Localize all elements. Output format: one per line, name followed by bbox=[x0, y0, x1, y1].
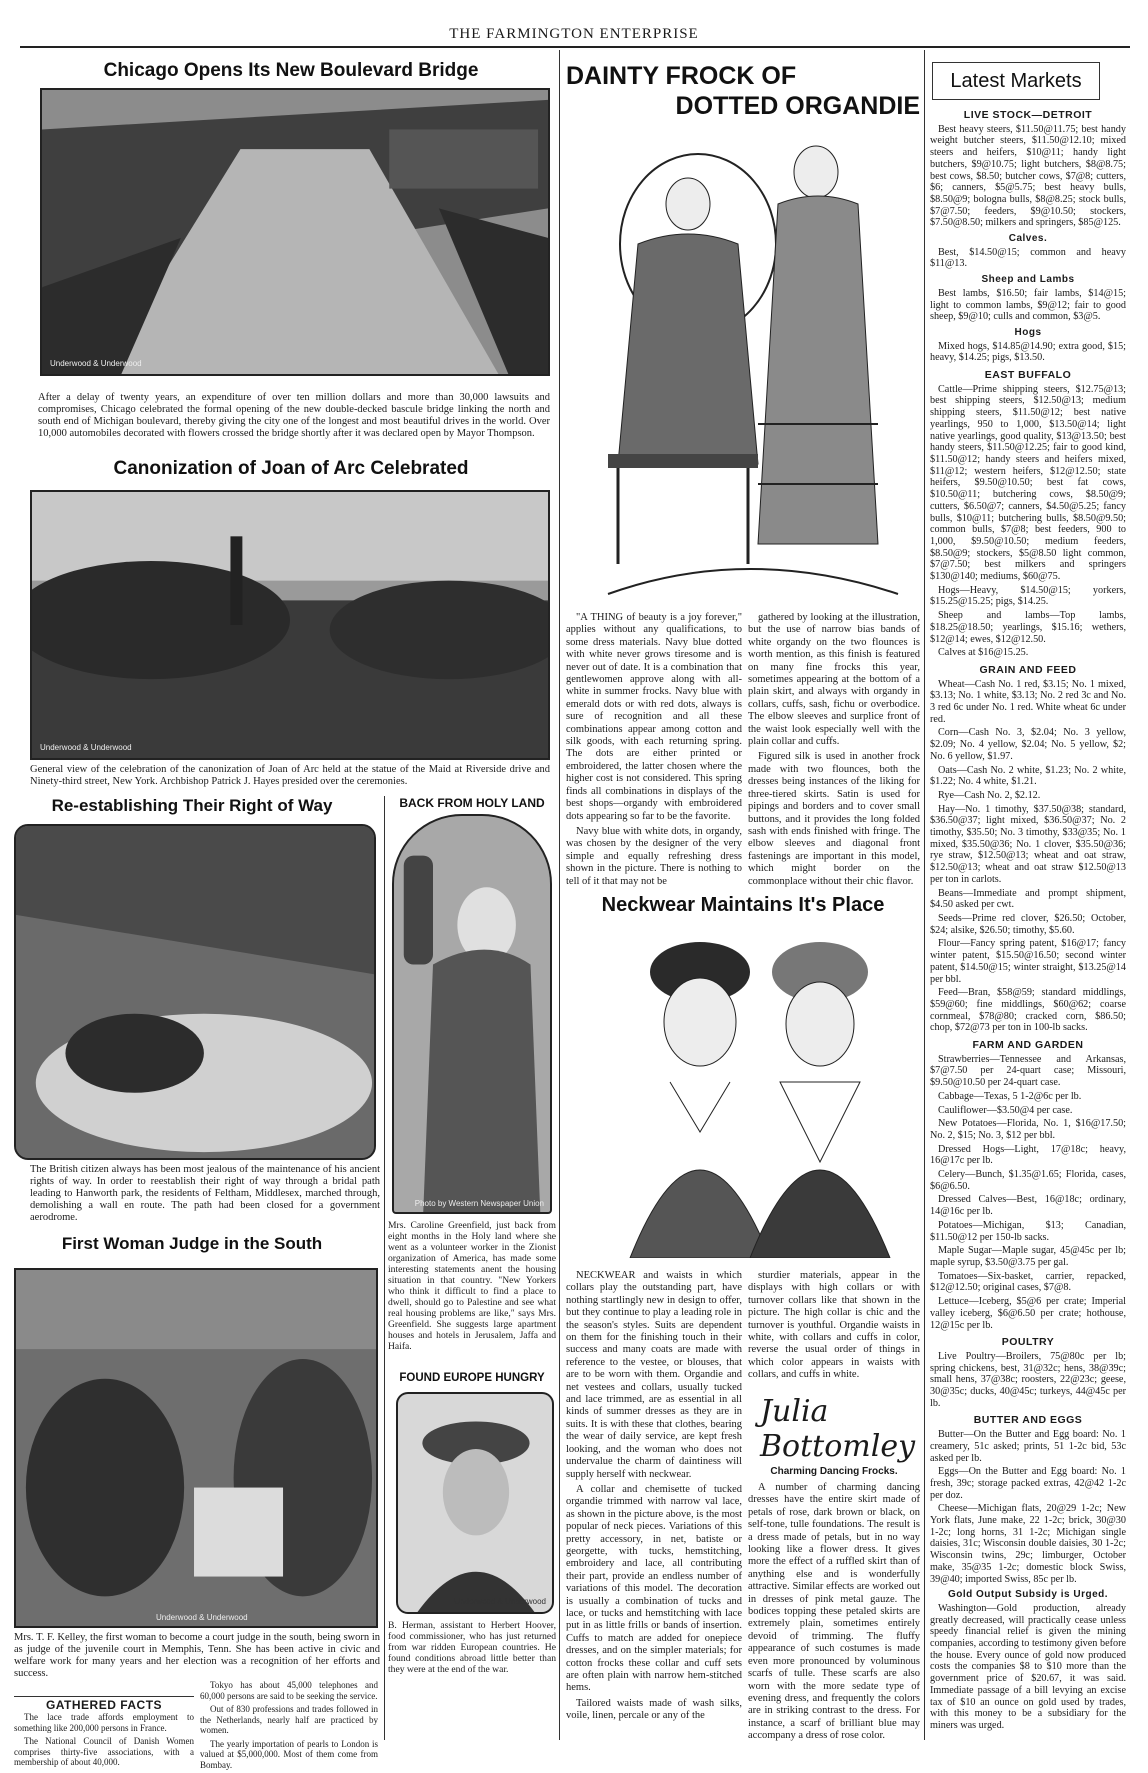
market-subsection-title: Calves. bbox=[1008, 233, 1048, 245]
joan-celebration-photo bbox=[30, 490, 550, 760]
market-quote: Hay—No. 1 timothy, $37.50@38; standard, $36.50@37; light mixed, $36.50@37; No. 2 timothy, $35.50; No. 3 timothy, $33@35; No. 1 mixed, $35.50@36; No. 1 clover, $35.50@36; rye straw, $12.50@13; wheat and oat straw, $12.50@13; wheat and oat straw $12.50@13 per ton in carlots. bbox=[930, 803, 1126, 885]
signature: Julia Bottomley bbox=[760, 1394, 916, 1464]
chicago-bridge-photo bbox=[40, 88, 550, 376]
market-quote: Live Poultry—Broilers, 75@80c per lb; spring chickens, best, 31@32c; hens, 38@39c; small hens, 37@38c; roosters, 22@23c; geese, 30@35c; ducks, 40@45c; turkeys, 44@45c per lb. bbox=[930, 1350, 1126, 1409]
frock-paragraph: Figured silk is used in another frock made with two flounces, both the dresses being instances of the liking for three-tiered skirts. Satin is used for pipings and borders and to cover small buttons, and it provides the long folded sash with ends finished with fringe. The elbow sleeves and diagonal front fastenings are important in this model, which might border on the commonplace without their chic flavor. bbox=[748, 751, 920, 887]
market-quote: Dressed Calves—Best, 16@18c; ordinary, 14@16c per lb. bbox=[930, 1194, 1126, 1218]
neckwear-paragraph: Tailored waists made of wash silks, voile, linen, percale or any of the bbox=[566, 1697, 742, 1722]
market-quote: Beans—Immediate and prompt shipment, $4.50 asked per cwt. bbox=[930, 887, 1126, 911]
market-section-title: GRAIN AND FEED bbox=[979, 663, 1077, 676]
fact-item: Tokyo has about 45,000 telephones and 60,000 persons are said to be seeking the service. bbox=[200, 1680, 378, 1701]
market-subsection-title: Hogs bbox=[1014, 326, 1042, 338]
markets-headline: Latest Markets bbox=[932, 62, 1100, 100]
column-rule bbox=[559, 50, 560, 1740]
market-quote: Lettuce—Iceberg, $5@6 per crate; Imperial valley iceberg, $6@6.50 per crate; hothouse, 12@15c per lb. bbox=[930, 1296, 1126, 1331]
market-section-title: EAST BUFFALO bbox=[984, 369, 1072, 382]
market-quote: Cattle—Prime shipping steers, $12.75@13; best shipping steers, $12.50@13; medium shipping steers, $11.50@12; best native yearlings, 950 to 1,000, $13.50@14; light native yearlings, good quality, $13@13.50; best handy steers, $11.50@12.25; fair to good kind, $11.50@12; handy steers and heifers mixed, $11@12; western heifers, $12@12.50; state heifers, $9.50@10.50; best fat cows, $10.50@11; butchering cows, $8.50@9; cutters, $6.50@7; canners, $4.50@5.25; fancy bulls, $10@11; butchering bulls, $8.50@9.50; common bulls, $7@8; best feeders, 900 to 1,000, $9.50@10.50; medium feeders, $8.50@9; stockers, $5@8.50 light common, $7@7.50; best milkers and springers $130@140; mediums, $60@75. bbox=[930, 383, 1126, 583]
judge-caption: Mrs. T. F. Kelley, the first woman to become a court judge in the south, being sworn in as judge of the juvenile court in Memphis, Tenn. She has been active in civic and welfare work for many years and her election was a recognition of her efforts and success. bbox=[14, 1632, 380, 1679]
market-quote: Cabbage—Texas, 5 1-2@6c per lb. bbox=[938, 1090, 1082, 1102]
market-quote: Celery—Bunch, $1.35@1.65; Florida, cases, $6@6.50. bbox=[930, 1169, 1126, 1192]
joan-caption: General view of the celebration of the canonization of Joan of Arc held at the statue of the Maid at Riverside drive and Ninety-third street, New York. Archbishop Patrick J. Hayes presided over the ceremonies. bbox=[30, 764, 550, 787]
market-quote: Eggs—On the Butter and Egg board: No. 1 fresh, 39c; storage packed extras, 42@42 1-2c per doz. bbox=[930, 1466, 1126, 1501]
reestablish-caption: The British citizen always has been most jealous of the maintenance of his ancient rights of way. In order to reestablish their right of way through a bridal path leading to Hanworth park, the residents of Feltham, Middlesex, marched through, demolishing a wall en route. The path had been closed for a government aerodrome. bbox=[30, 1164, 380, 1223]
holyland-caption: Mrs. Caroline Greenfield, just back from eight months in the Holy land where she went as a volunteer worker in the Zionist organization of America, has made some interesting statements anent the housing situation in that country. "New Yorkers who think it difficult to find a place to dwell, should go to Palestine and see what real housing problems are like," says Mrs. Greenfield. She suggests large apartment houses and hotels in Jerusalem, Jaffa and Haifa. bbox=[388, 1220, 556, 1352]
frock-illustration bbox=[578, 124, 918, 604]
market-quote: Washington—Gold production, already greatly decreased, will practically cease unless speedy financial relief is given the mining companies, according to testimony given before the house. Every ounce of gold now produced costs the companies $8 to $10 more than the government price of $20.67, it was said. Immediate passage of a bill levying an excise tax of $10 an ounce on gold used by trades, with this money to be a subsidiary for the miners was urged. bbox=[930, 1602, 1126, 1731]
market-quote: Hogs—Heavy, $14.50@15; yorkers, $15.25@15.25; pigs, $14.25. bbox=[930, 584, 1126, 608]
market-quote: Cheese—Michigan flats, 20@29 1-2c; New York flats, June make, 22 1-2c; brick, 30@30 1-2c; long horns, 31 1-2c; Michigan single daisies, 31c; Wisconsin double daisies, 30 1-2c; Wisconsin twins, 29c; limburger, October make, 35@35 1-2c; domestic block Swiss, 39@40; imported Swiss, 85c per lb. bbox=[930, 1503, 1126, 1585]
market-quote: Flour—Fancy spring patent, $16@17; fancy winter patent, $15.50@16.50; second winter patent, $14.50@15; winter straight, $13.25@14 per bbl. bbox=[930, 938, 1126, 985]
dance-text bbox=[748, 1482, 920, 1746]
judge-photo-credit: Underwood & Underwood bbox=[156, 1613, 248, 1622]
market-section-title: LIVE STOCK—DETROIT bbox=[963, 109, 1093, 121]
market-quote: Butter—On the Butter and Egg board: No. 1 creamery, 51c asked; prints, 51 1-2c bid, 53c asked per lb. bbox=[930, 1429, 1126, 1464]
masthead-rule bbox=[20, 46, 1130, 48]
fact-item: The lace trade affords employment to something like 200,000 persons in France. bbox=[14, 1712, 194, 1733]
market-quote: Best heavy steers, $11.50@11.75; best handy weight butcher steers, $11.50@12.10; mixed steers and heifers, $10@11; handy light butchers, $9@10.75; light butchers, $8@8.75; best cows, $8.50; butcher cows, $7@8; cutters, $6; canners, $5@5.75; best heavy bulls, $8.50@9; bologna bulls, $8@8.25; stock bulls, $7@7.50; feeders, $9@10.50; stockers, $7.50@8.50; milkers and springers, $85@125. bbox=[930, 123, 1126, 229]
market-quote: Oats—Cash No. 2 white, $1.23; No. 2 white, $1.22; No. 4 white, $1.21. bbox=[930, 764, 1126, 788]
market-quote: Dressed Hogs—Light, 17@18c; heavy, 16@17c per lb. bbox=[930, 1143, 1126, 1167]
neckwear-paragraph: NECKWEAR and waists in which collars play the outstanding part, have nothing startlingly new in design to offer, but they continue to play a leading role in the season's styles. Suits are dependent on them for the finishing touch in their success and many coats are made with reference to the vestee, or blouses, that are to be worn with them. Organdie and net vestees and collars, usually tucked and lace trimmed, are as essential in all kinds of summer dresses as they are in suits. It is with these that clothes, bearing the wear of daily service, are kept fresh looking, and the woman who does not undervalue the charm of daintiness will supply herself with neckwear. bbox=[566, 1270, 742, 1480]
frock-paragraph: "A THING of beauty is a joy forever," applies without any qualifications, to some dress materials. Navy blue dotted with white never grows tiresome and is never out of date. It is a combination that gentlewomen approve along with all-white in summer frocks. Navy blue with emerald dots or with red dots, always is sure of recognition and all these combinations appear among cotton and silk goods, with each returning spring. The dots are either printed or embroidered, the latter chosen where the higher cost is not considered. This spring finds all combinations in displays of the best shops—organdy with embroidered dots appearing so far to be the favorite. bbox=[566, 612, 742, 822]
neckwear-paragraph: A collar and chemisette of tucked organdie trimmed with narrow val lace, as shown in the picture above, is the most popular of neck pieces. Variations of this pretty accessory, in net, batiste or georgette, with tucks, hemstitching, embroidery and lace, all contributing their part, provide an endless number of variations of this model. The decoration is usually a combination of tucks and lace, or tucks and hemstitching with lace put in as little frills or bands of insertion. Cuffs to match are added for onepiece dresses, and on the simpler materials; for cotton frocks these collar and cuff sets are often plain with narrow hem-stitched hems. bbox=[566, 1483, 742, 1694]
market-quote: Rye—Cash No. 2, $2.12. bbox=[938, 789, 1041, 801]
chicago-headline: Chicago Opens Its New Boulevard Bridge bbox=[103, 60, 479, 81]
chicago-caption: After a delay of twenty years, an expenditure of over ten million dollars and more than 30,000 lawsuits and compromises, Chicago celebrated the formal opening of the new double-decked bascule bridge linking the north and south end of Michigan boulevard, thereby giving the city one of the longest and most beautiful drives in the world. Over 10,000 automobiles decorated with flowers crossed the bridge shortly after it was declared open by Mayor Thompson. bbox=[38, 392, 550, 439]
market-subsection-title: Gold Output Subsidy is Urged. bbox=[947, 1589, 1109, 1601]
masthead: THE FARMINGTON ENTERPRISE bbox=[449, 26, 699, 42]
market-quote: Feed—Bran, $58@59; standard middlings, $59@60; fine middlings, $60@62; coarse cornmeal, $78@80; cracked corn, $86.50; chop, $72@73 per ton in 100-lb sacks. bbox=[930, 987, 1126, 1034]
holyland-photo-credit: Photo by Western Newspaper Union bbox=[414, 1199, 544, 1208]
facts-col1 bbox=[14, 1712, 194, 1771]
woman-judge-photo bbox=[14, 1268, 378, 1628]
market-section-title: BUTTER AND EGGS bbox=[973, 1414, 1083, 1427]
neckwear-col2 bbox=[748, 1270, 920, 1385]
market-quote: Sheep and lambs—Top lambs, $18.25@18.50; yearlings, $15.16; wethers, $12@14; ewes, $12@12.50. bbox=[930, 610, 1126, 645]
right-of-way-photo bbox=[14, 824, 376, 1160]
judge-headline: First Woman Judge in the South bbox=[61, 1234, 323, 1253]
neckwear-paragraph: sturdier materials, appear in the displays with high collars or with turnover collars like that shown in the picture. The high collar is chic and the turnover is youthful. Organdie waists in white, with collars and cuffs in color, reverse the usual order of things in which color appears in waists with collars, and cuffs in white. bbox=[748, 1270, 920, 1381]
market-section-title: FARM AND GARDEN bbox=[972, 1039, 1084, 1052]
market-quote: Corn—Cash No. 3, $2.04; No. 3 yellow, $2.09; No. 4 yellow, $2.04; No. 5 yellow, $2; No. 6 yellow, $1.97. bbox=[930, 727, 1126, 762]
market-quote: Maple Sugar—Maple sugar, 45@45c per lb; maple syrup, $3.50@3.75 per gal. bbox=[930, 1245, 1126, 1268]
joan-headline: Canonization of Joan of Arc Celebrated bbox=[113, 458, 469, 479]
neckwear-illustration bbox=[620, 932, 900, 1258]
dance-paragraph: A number of charming dancing dresses have the entire skirt made of petals of rose, dark brown or black, on self-tone, tulle foundations. The result is a dress made of petals, but in no way looking like a flower dress. It gives more the effect of a ruffled skirt than of anything else and is wonderfully attractive. Similar effects are worked out in dresses of pink metal gauze. The bodices topping these petaled skirts are extremely plain, sometimes entirely devoid of trimming. The fluffy appearance of such costumes is made even more pronounced by voluminous scarfs of tulle. These scarfs are also worn with the more sedate type of evening dress, and frequently the colors are in striking contrast to the dress. For instance, a scarf of brilliant blue may accompany a dress of rose color. bbox=[748, 1482, 920, 1742]
market-quote: Potatoes—Michigan, $13; Canadian, $11.50@12 per 150-lb sacks. bbox=[930, 1219, 1126, 1243]
fact-item: The yearly importation of pearls to London is valued at $5,000,000. Most of them come from Bombay. bbox=[200, 1738, 378, 1770]
facts-col2 bbox=[200, 1680, 378, 1773]
column-rule bbox=[924, 50, 925, 1740]
column-rule bbox=[384, 796, 385, 1740]
market-section-title: POULTRY bbox=[1001, 1336, 1055, 1349]
neckwear-headline: Neckwear Maintains It's Place bbox=[601, 894, 885, 916]
herman-portrait-photo bbox=[396, 1392, 554, 1614]
holyland-headline: BACK FROM HOLY LAND bbox=[399, 796, 545, 810]
market-quote: Cauliflower—$3.50@4 per case. bbox=[938, 1104, 1073, 1116]
europe-caption: B. Herman, assistant to Herbert Hoover, food commissioner, who has just returned from war ridden European countries. He found conditions abroad little better than they were at the end of the war. bbox=[388, 1620, 556, 1675]
neckwear-col1 bbox=[566, 1270, 742, 1726]
europe-photo-credit: Underwood & Underwood bbox=[454, 1597, 546, 1606]
market-quote: Tomatoes—Six-basket, carrier, repacked, $12@12.50; original cases, $7@8. bbox=[930, 1270, 1126, 1294]
frock-paragraph: gathered by looking at the illustration, but the use of narrow bias bands of white organdy on the two flounces is worth mention, as this finish is featured on many fine frocks this year, sometimes appearing at the bottom of a plain skirt, and always with organdy in collars, cuffs, sash, fichu or overbodice. The elbow sleeves and surplice front of the waist look especially well with the plain collar and cuffs. bbox=[748, 612, 920, 748]
market-quote: Strawberries—Tennessee and Arkansas, $7@7.50 per 24-quart case; Missouri, $9.50@10.50 per 24-quart case. bbox=[930, 1053, 1126, 1089]
europe-headline: FOUND EUROPE HUNGRY bbox=[399, 1372, 545, 1384]
dance-subhead: Charming Dancing Frocks. bbox=[770, 1466, 898, 1477]
frock-paragraph: Navy blue with white dots, in organdy, was chosen by the designer of the very simple and equally refreshing dress shown in the picture. There is nothing to tell of it that may not be bbox=[566, 825, 742, 887]
frock-headline-2: DOTTED ORGANDIE bbox=[675, 92, 920, 120]
market-quote: Seeds—Prime red clover, $26.50; October, $24; alsike, $26.50; timothy, $5.60. bbox=[930, 913, 1126, 936]
market-quote: Mixed hogs, $14.85@14.90; extra good, $15; heavy, $14.25; pigs, $13.50. bbox=[930, 340, 1126, 364]
fact-item: The National Council of Danish Women comprises thirty-five associations, with a membership of about 40,000. bbox=[14, 1736, 194, 1767]
facts-headline: GATHERED FACTS bbox=[45, 1698, 163, 1712]
market-quote: Best, $14.50@15; common and heavy $11@13. bbox=[930, 246, 1126, 270]
reestablish-headline: Re-establishing Their Right of Way bbox=[51, 796, 333, 815]
market-subsection-title: Sheep and Lambs bbox=[981, 274, 1075, 286]
market-quote: Calves at $16@15.25. bbox=[938, 647, 1029, 659]
markets-column bbox=[930, 104, 1126, 1734]
frock-col1 bbox=[566, 612, 742, 891]
frock-col2 bbox=[748, 612, 920, 891]
facts-rule bbox=[14, 1696, 194, 1697]
market-quote: Wheat—Cash No. 1 red, $3.15; No. 1 mixed, $3.13; No. 1 white, $3.13; No. 2 red 3c and No. 3 red 6c under No. 1 red. White wheat 6c under red. bbox=[930, 678, 1126, 725]
fact-item: Out of 830 professions and trades followed in the Netherlands, nearly half are practiced by women. bbox=[200, 1704, 378, 1735]
joan-photo-credit: Underwood & Underwood bbox=[40, 743, 132, 752]
frock-headline-1: DAINTY FROCK OF bbox=[566, 62, 797, 90]
greenfield-portrait-photo bbox=[392, 814, 552, 1214]
chicago-photo-credit: Underwood & Underwood bbox=[50, 359, 142, 368]
market-quote: New Potatoes—Florida, No. 1, $16@17.50; No. 2, $15; No. 3, $12 per bbl. bbox=[930, 1118, 1126, 1141]
market-quote: Best lambs, $16.50; fair lambs, $14@15; light to common lambs, $9@12; fair to good sheep, $9@10; culls and common, $3@5. bbox=[930, 287, 1126, 323]
